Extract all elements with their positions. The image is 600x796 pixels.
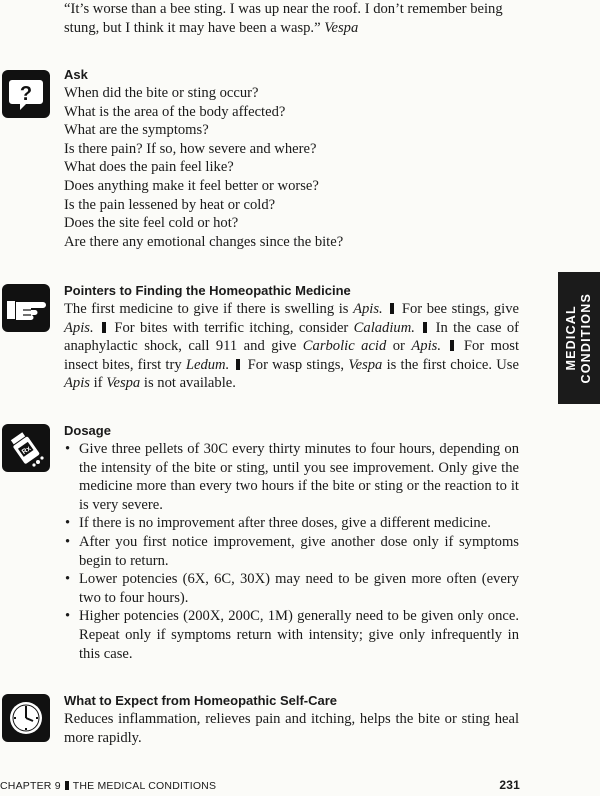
ask-question: Does anything make it feel better or worse? (64, 177, 319, 194)
dosage-heading: Dosage (64, 423, 111, 438)
ask-section (64, 66, 519, 251)
ask-question: What is the area of the body affected? (64, 103, 286, 120)
list-item: • Lower potencies (6X, 6C, 30X) may need to be given more often (every two to four hours). (64, 570, 519, 607)
pointers-section (64, 282, 519, 393)
expect-heading: What to Expect from Homeopathic Self-Care (64, 693, 338, 708)
page-number: 231 (499, 778, 520, 792)
quote-remedy: Vespa (324, 19, 359, 36)
ask-question: When did the bite or sting occur? (64, 85, 259, 101)
clock-icon (2, 694, 50, 742)
dosage-list (64, 440, 519, 663)
ask-question: What does the pain feel like? (64, 159, 234, 176)
page-footer (0, 780, 520, 792)
expect-section (64, 692, 519, 747)
list-item: • Higher potencies (200X, 200C, 1M) generally need to be given only once. Repeat only if symptoms return with intensity; give only infrequently in this case. (64, 607, 519, 663)
pointers-paragraph: The first medicine to give if there is swelling is Apis. For bee stings, give Apis. For bites with terrific itching, consider Caladium. In the case of anaphylactic shock, call 911 and give Carbolic acid or Apis. For most insect bites, first try Ledum. For wasp stings, Vespa is the first choice. Use Apis if Vespa is not available. (64, 301, 520, 392)
side-tab-line-2: CONDITIONS (579, 292, 593, 384)
ask-question: What are the symptoms? (64, 122, 209, 139)
list-item: • If there is no improvement after three doses, give a different medicine. (64, 514, 519, 533)
section-side-tab (558, 272, 600, 404)
pointers-heading: Pointers to Finding the Homeopathic Medicine (64, 283, 351, 298)
footer-chapter: CHAPTER 9 (0, 780, 61, 792)
expect-text: Reduces inflammation, relieves pain and itching, helps the bite or sting heal more rapidly. (64, 711, 519, 746)
ask-questions (64, 84, 519, 251)
footer-title: THE MEDICAL CONDITIONS (72, 780, 217, 792)
dosage-section (64, 422, 519, 663)
ask-heading: Ask (64, 67, 88, 82)
quote-line-2: stung, but I think it may have been a wasp.” Vespa (64, 19, 359, 36)
ask-question: Are there any emotional changes since the bite? (64, 233, 344, 250)
quote-line-1: “It’s worse than a bee sting. I was up near the roof. I don’t remember being (64, 1, 503, 17)
list-item: • Give three pellets of 30C every thirty minutes to four hours, depending on the intensity of the bite or sting, until you see improvement. Only give the medicine more than every two hours if the bite or sting or the reaction to it is very severe. (64, 440, 519, 514)
pointing-hand-icon (2, 284, 50, 332)
case-quote (64, 0, 524, 37)
question-mark-icon (2, 70, 50, 118)
side-tab-line-1: MEDICAL (564, 305, 578, 371)
ask-question: Is there pain? If so, how severe and where? (64, 140, 317, 157)
svg-text:Rx: Rx (20, 445, 33, 457)
list-item: • After you first notice improvement, give another dose only if symptoms begin to return. (64, 533, 519, 570)
ask-question: Does the site feel cold or hot? (64, 215, 239, 232)
medicine-bottle-icon (2, 424, 50, 472)
svg-text:?: ? (19, 83, 33, 105)
ask-question: Is the pain lessened by heat or cold? (64, 196, 276, 213)
